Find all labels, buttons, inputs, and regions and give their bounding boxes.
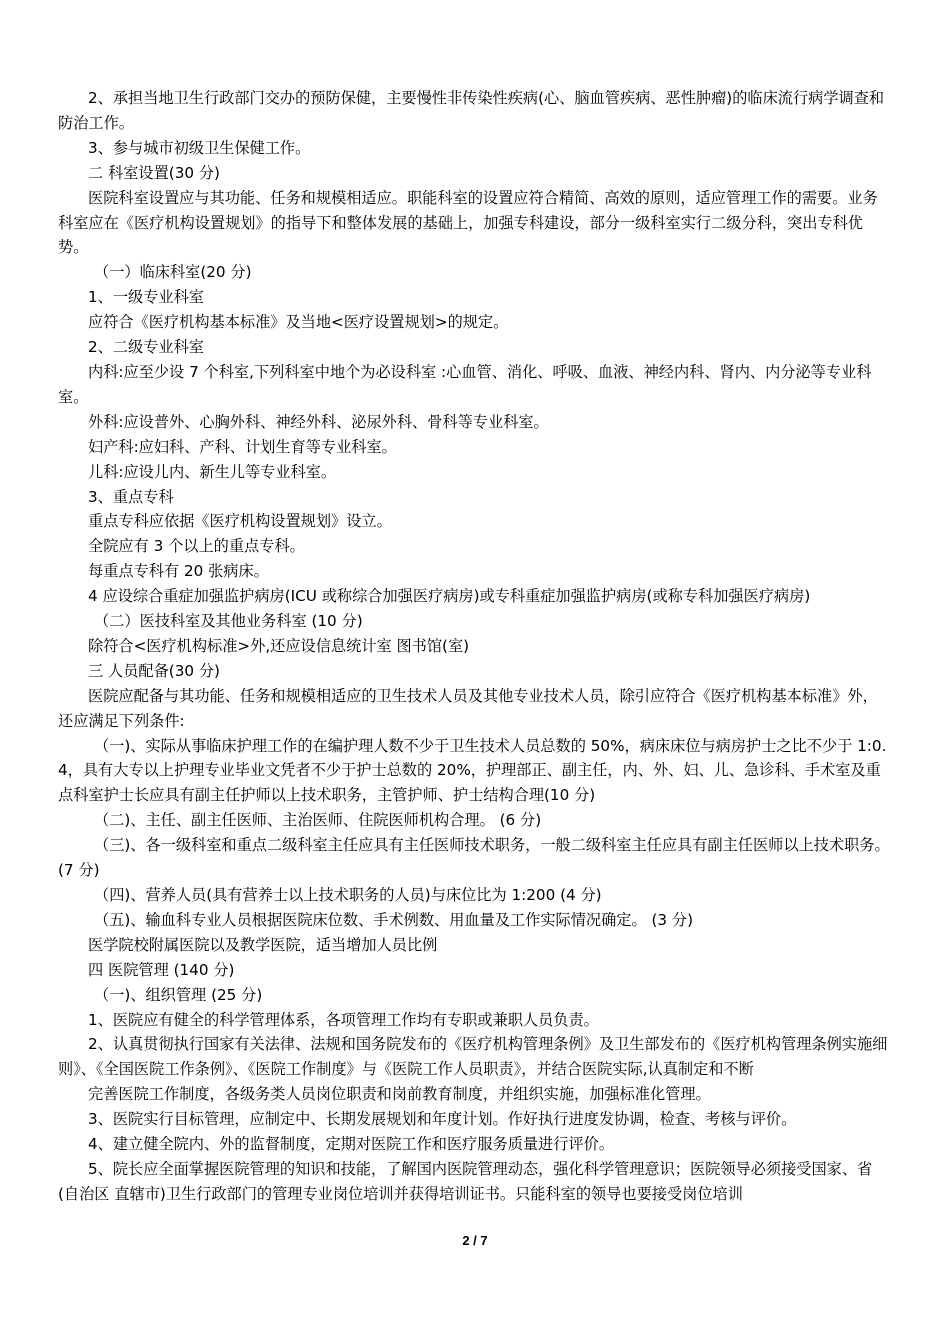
paragraph-p6: 1、一级专业科室: [88, 288, 204, 307]
paragraph-p4: 医院科室设置应与其功能、任务和规模相适应。职能科室的设置应符合精简、高效的原则，适应管理工作的需要。业务科室应在《医疗机构设置规划》的指导下和整体发展的基础上，加强专科建设，部分一级科室实行二级分科，突出专科优势。: [58, 188, 878, 257]
paragraph-p7: 应符合《医疗机构基本标准》及当地<医疗设置规划>的规定。: [88, 313, 509, 332]
paragraph-p33: 3、医院实行目标管理，应制定中、长期发展规划和年度计划。作好执行进度发协调，检查、考核与评价。: [88, 1110, 797, 1129]
paragraph-p2: 3、参与城市初级卫生保健工作。: [88, 138, 311, 157]
paragraph-p9: 内科:应至少设 7 个科室,下列科室中地个为必设科室 :心血管、消化、呼吸、血液、神经内科、肾内、内分泌等专业科室。: [58, 362, 872, 406]
paragraph-p31: 2、认真贯彻执行国家有关法律、法规和国务院发布的《医疗机构管理条例》及卫生部发布的《医疗机构管理条例实施细则》、《全国医院工作条例》、《医院工作制度》与《医院工作人员职责》，并结合医院实际,认真制定和不断: [58, 1035, 888, 1079]
page-number: 2 / 7: [462, 1233, 488, 1248]
paragraph-p35: 5、院长应全面掌握医院管理的知识和技能，了解国内医院管理动态，强化科学管理意识；医院领导必须接受国家、省(自治区 直辖市)卫生行政部门的管理专业岗位培训并获得培训证书。只能科室的领导也要接受岗位培训: [58, 1159, 873, 1203]
paragraph-p13: 3、重点专科: [88, 487, 174, 506]
paragraph-p25: （四)、营养人员(具有营养士以上技术职务的人员)与床位比为 1:200 (4 分): [94, 886, 602, 904]
paragraph-p34: 4、建立健全院内、外的监督制度，定期对医院工作和医疗服务质量进行评价。: [88, 1135, 615, 1154]
paragraph-p27: 医学院校附属医院以及教学医院，适当增加人员比例: [88, 935, 438, 954]
paragraph-p23: （二)、主任、副主任医师、主治医师、住院医师机构合理。 (6 分): [94, 811, 542, 830]
document-body: [58, 86, 890, 1207]
paragraph-p14: 重点专科应依据《医疗机构设置规划》设立。: [88, 512, 392, 531]
paragraph-p3: 二 科室设置(30 分): [88, 163, 220, 182]
paragraph-p22: （一)、实际从事临床护理工作的在编护理人数不少于卫生技术人员总数的 50%，病床床位与病房护士之比不少于 1:0.4，具有大专以上护理专业毕业文凭者不少于护士总数的 20%，护理部正、副主任，内、外、妇、儿、急诊科、手术室及重点科室护士长应具有副主任护师以上技术职务，主管护师、护士结构合理(10 分): [58, 736, 887, 805]
paragraph-p10: 外科:应设普外、心胸外科、神经外科、泌尿外科、骨科等专业科室。: [88, 412, 549, 431]
paragraph-p30: 1、医院应有健全的科学管理体系，各项管理工作均有专职或兼职人员负责。: [88, 1010, 599, 1029]
paragraph-p8: 2、二级专业科室: [88, 338, 204, 357]
paragraph-p24: （三)、各一级科室和重点二级科室主任应具有主任医师技术职务，一般二级科室主任应具有副主任医师以上技术职务。 (7 分): [58, 836, 890, 880]
paragraph-p21: 医院应配备与其功能、任务和规模相适应的卫生技术人员及其他专业技术人员，除引应符合《医疗机构基本标准》外，还应满足下列条件:: [58, 686, 878, 730]
paragraph-p29: （一)、组织管理 (25 分): [94, 985, 263, 1004]
paragraph-p12: 儿科:应设儿内、新生儿等专业科室。: [88, 462, 337, 481]
paragraph-p11: 妇产科:应妇科、产科、计划生育等专业科室。: [88, 437, 397, 456]
paragraph-p32: 完善医院工作制度，各级务类人员岗位职责和岗前教育制度，并组织实施，加强标准化管理。: [88, 1085, 711, 1104]
paragraph-p26: （五)、输血科专业人员根据医院床位数、手术例数、用血量及工作实际情况确定。 (3 分): [94, 910, 694, 929]
paragraph-p28: 四 医院管理 (140 分): [88, 960, 235, 979]
paragraph-p5: （一）临床科室(20 分): [94, 263, 252, 282]
paragraph-p1: 2、承担当地卫生行政部门交办的预防保健，主要慢性非传染性疾病(心、脑血管疾病、恶性肿瘤)的临床流行病学调查和防治工作。: [58, 89, 885, 132]
paragraph-p16: 每重点专科有 20 张病床。: [88, 562, 269, 581]
paragraph-p15: 全院应有 3 个以上的重点专科。: [88, 537, 305, 556]
paragraph-p18: （二）医技科室及其他业务科室 (10 分): [94, 612, 363, 631]
paragraph-p20: 三 人员配备(30 分): [88, 661, 220, 680]
paragraph-p19: 除符合<医疗机构标准>外,还应设信息统计室 图书馆(室): [88, 636, 470, 655]
paragraph-p17: 4 应设综合重症加强监护病房(ICU 或称综合加强医疗病房)或专科重症加强监护病房(或称专科加强医疗病房): [88, 587, 811, 606]
